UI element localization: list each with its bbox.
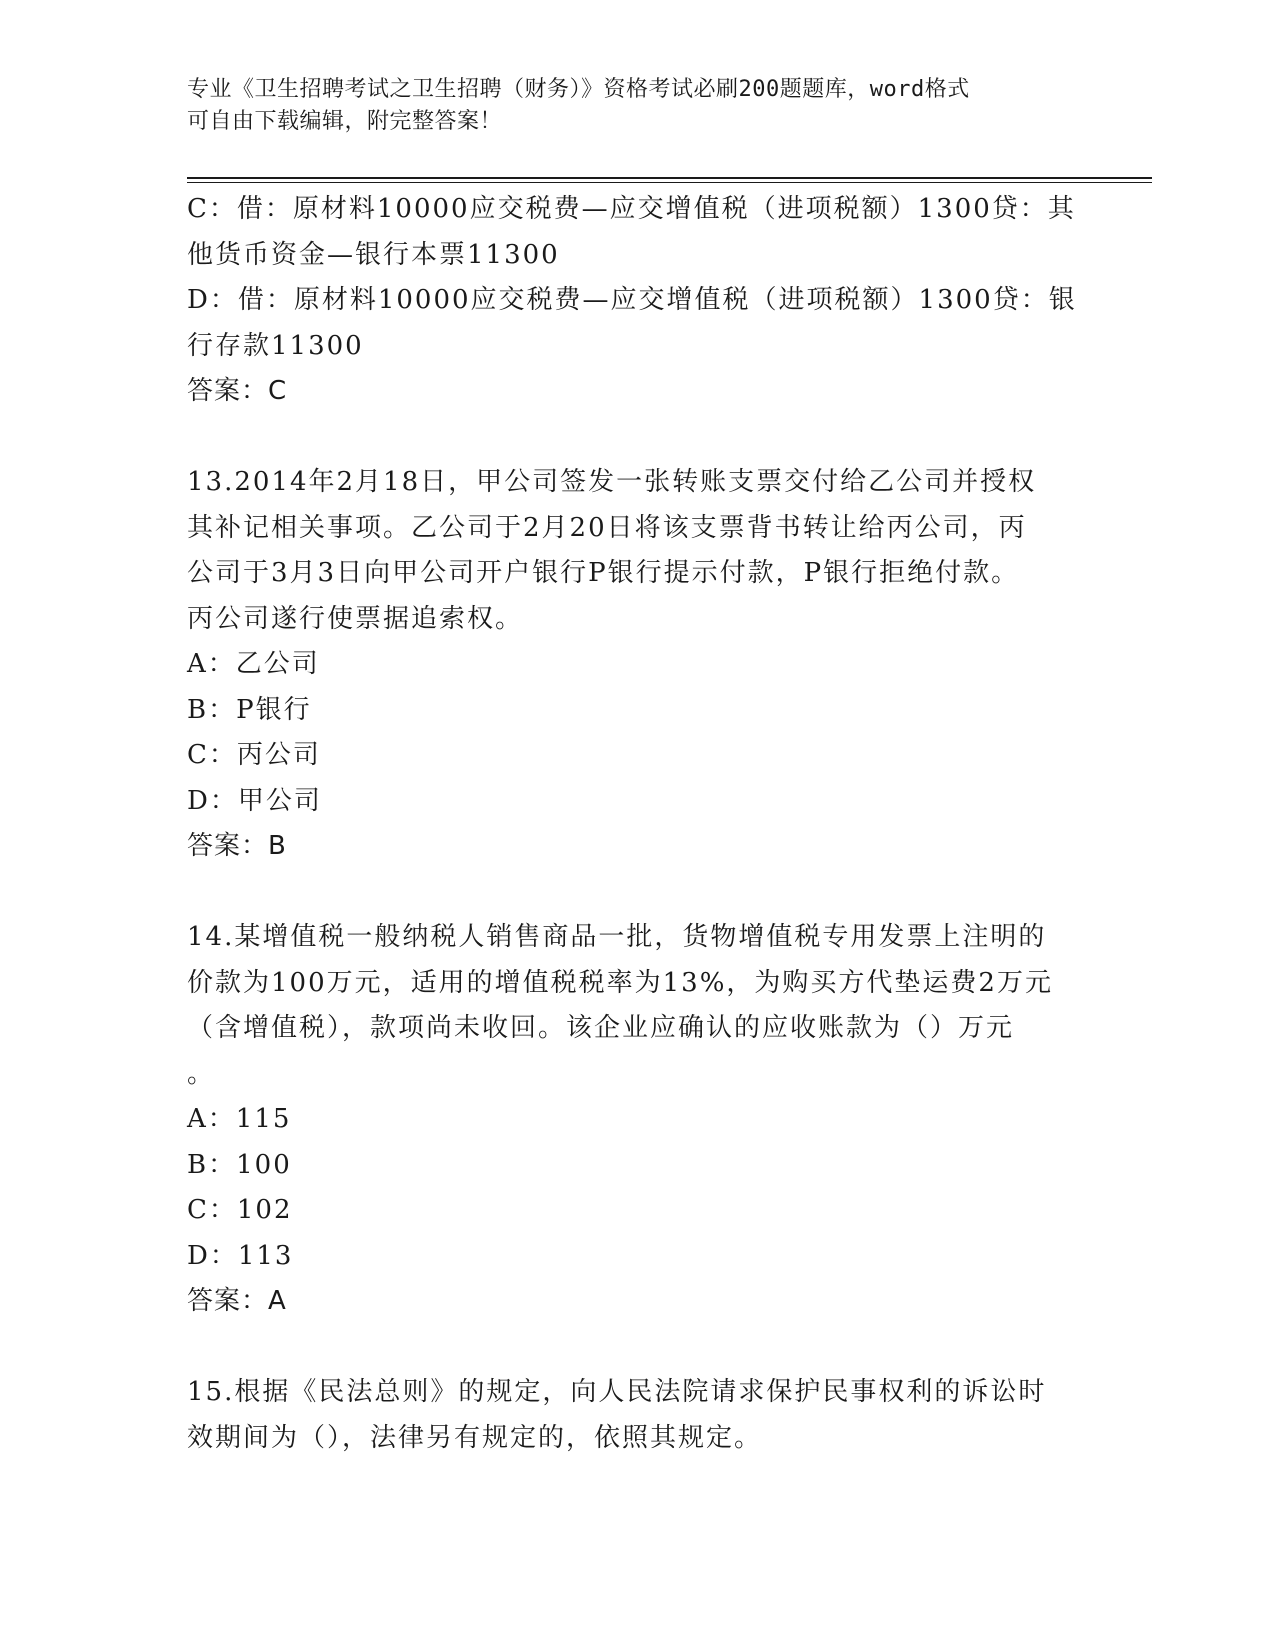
q14-option-d: D：113	[187, 1240, 294, 1271]
header-divider-thin	[187, 182, 1152, 183]
q12-option-d-line-2: 行存款11300	[187, 330, 364, 361]
document-body	[187, 187, 1087, 1461]
header-line-1: 专业《卫生招聘考试之卫生招聘（财务）》资格考试必刷200题题库，word格式	[187, 77, 970, 102]
question-13	[187, 460, 1087, 870]
q14-stem-line-1: 14.某增值税一般纳税人销售商品一批，货物增值税专用发票上注明的	[187, 922, 1047, 952]
q15-stem-line-2: 效期间为（），法律另有规定的，依照其规定。	[187, 1422, 763, 1453]
spacer	[187, 1325, 1087, 1371]
header-line-2: 可自由下载编辑，附完整答案！	[187, 109, 503, 134]
q14-stem-line-4: 。	[187, 1058, 216, 1089]
page-header	[187, 74, 1067, 138]
q12-option-d-line-1: D：借：原材料10000应交税费—应交增值税（进项税额）1300贷：银	[187, 285, 1077, 315]
q13-answer: 答案：B	[187, 831, 287, 861]
q13-option-b: B：P银行	[187, 694, 312, 725]
q15-stem-line-1: 15.根据《民法总则》的规定，向人民法院请求保护民事权利的诉讼时	[187, 1377, 1047, 1407]
q14-option-a: A：115	[187, 1104, 292, 1134]
q14-stem-line-3: （含增值税），款项尚未收回。该企业应确认的应收账款为（）万元	[187, 1013, 1015, 1043]
spacer	[187, 870, 1087, 916]
q13-stem-line-2: 其补记相关事项。乙公司于2月20日将该支票背书转让给丙公司，丙	[187, 512, 1027, 543]
question-14	[187, 915, 1087, 1325]
header-divider-thick	[187, 177, 1152, 179]
q13-option-a: A：乙公司	[187, 649, 320, 679]
q13-stem-line-1: 13.2014年2月18日，甲公司签发一张转账支票交付给乙公司并授权	[187, 467, 1037, 497]
q14-option-b: B：100	[187, 1149, 292, 1180]
q13-stem-line-3: 公司于3月3日向甲公司开户银行P银行提示付款，P银行拒绝付款。	[187, 558, 1020, 588]
q14-stem-line-2: 价款为100万元，适用的增值税税率为13%，为购买方代垫运费2万元	[187, 967, 1053, 998]
question-12	[187, 187, 1087, 415]
spacer	[187, 415, 1087, 461]
q12-option-c-line-2: 他货币资金—银行本票11300	[187, 239, 560, 270]
q12-option-c-line-1: C：借：原材料10000应交税费—应交增值税（进项税额）1300贷：其	[187, 194, 1076, 224]
q13-option-c: C：丙公司	[187, 740, 321, 770]
q13-stem-line-4: 丙公司遂行使票据追索权。	[187, 603, 524, 634]
q13-option-d: D：甲公司	[187, 785, 322, 816]
question-15	[187, 1370, 1087, 1461]
q12-answer: 答案：C	[187, 376, 288, 406]
q14-answer: 答案：A	[187, 1286, 287, 1316]
q14-option-c: C：102	[187, 1195, 293, 1225]
